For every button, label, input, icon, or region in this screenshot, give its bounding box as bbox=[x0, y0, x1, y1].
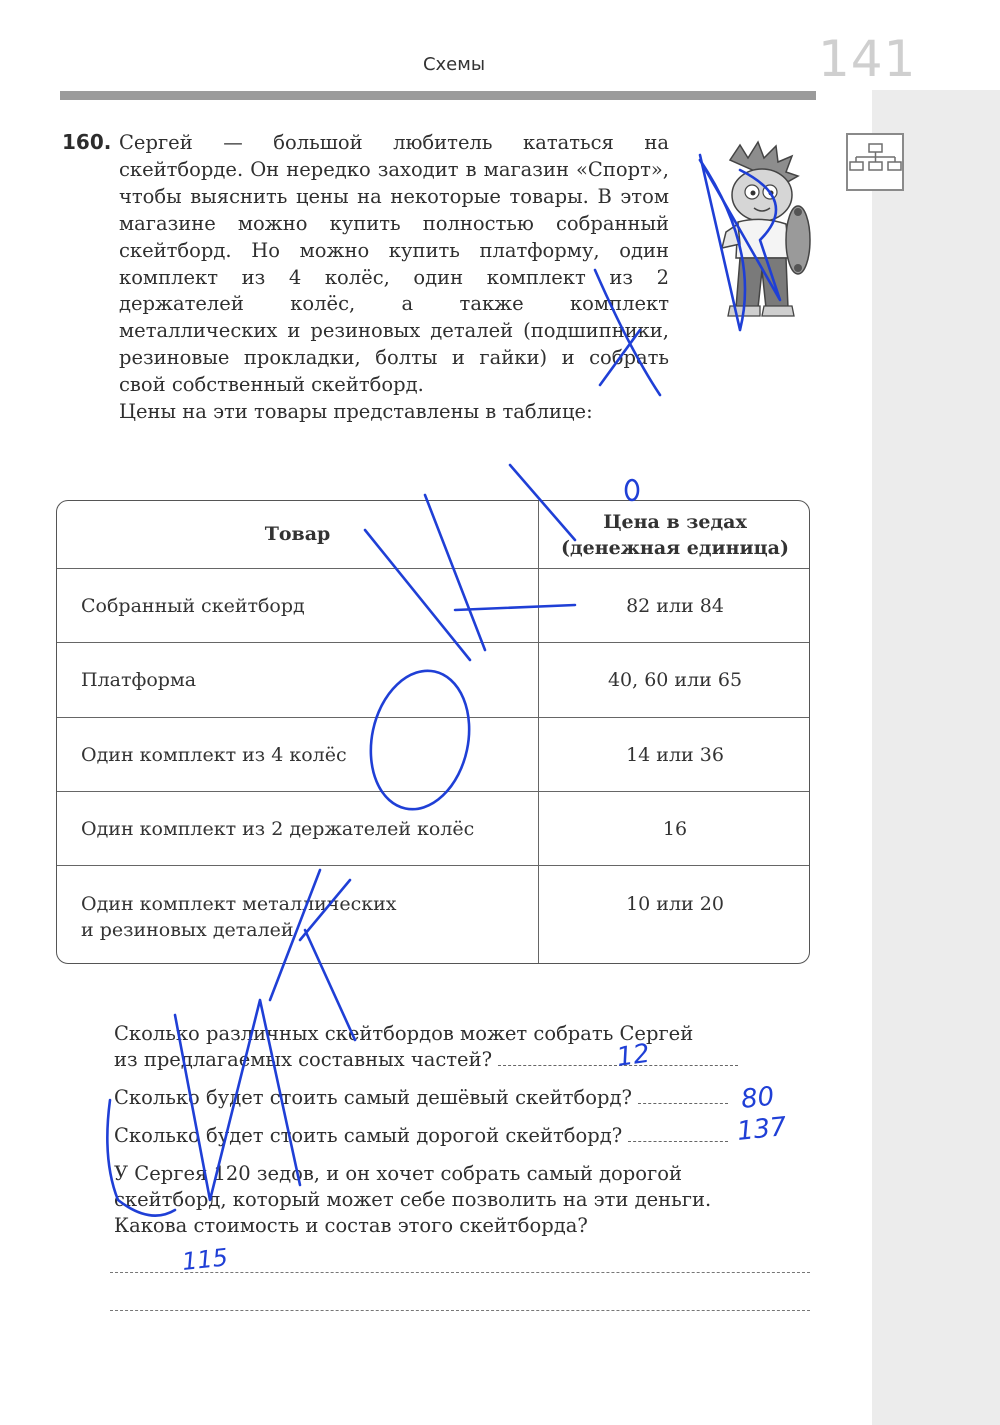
watermark-text: СИМОКИ bbox=[0, 0, 5, 1]
row-price: 14 или 36 bbox=[626, 744, 724, 766]
answer-field-1[interactable] bbox=[498, 1047, 738, 1066]
scheme-icon bbox=[846, 133, 904, 191]
skateboarder-illustration bbox=[700, 140, 820, 320]
row-item: Собранный скейтборд bbox=[81, 595, 305, 617]
row-price: 10 или 20 bbox=[626, 893, 724, 915]
table-row bbox=[57, 791, 809, 866]
table-row bbox=[57, 865, 809, 964]
task-paragraph-1: Сергей — большой любитель кататься на скейтборде. Он нередко заходит в магазин «Спорт», чтобы выяснить цены на некоторые товары. В этом магазине можно купить полностью собранный скейтборд. Но можно купить платформу, один комплект из 4 колёс, один комплект из 2 держателей колёс, а также комплект металлических и резиновых деталей (подшипники, резиновые прокладки, болты и гайки) и собрать свой собственный скейтборд. bbox=[119, 131, 669, 397]
handwritten-answer-4: 115 bbox=[180, 1243, 230, 1276]
row-price: 40, 60 или 65 bbox=[607, 669, 743, 691]
question-4-line2: скейтборд, который может себе позволить на эти деньги. bbox=[114, 1188, 712, 1211]
answer-field-2[interactable] bbox=[638, 1085, 728, 1104]
task-paragraph-2: Цены на эти товары представлены в таблице: bbox=[119, 400, 593, 424]
question-4-line1: У Сергея 120 зедов, и он хочет собрать самый дорогой bbox=[114, 1162, 682, 1185]
table-row bbox=[57, 642, 809, 718]
handwritten-answer-2: 80 bbox=[739, 1081, 776, 1115]
header-item: Товар bbox=[264, 523, 331, 545]
question-2-text: Сколько будет стоить самый дешёвый скейтборд? bbox=[114, 1086, 632, 1109]
handwritten-answer-1: 12 bbox=[614, 1038, 652, 1073]
task-text bbox=[119, 130, 669, 426]
question-1-line1: Сколько различных скейтбордов может собрать Сергей bbox=[114, 1022, 694, 1045]
question-4-line3: Какова стоимость и состав этого скейтборда? bbox=[114, 1214, 588, 1237]
table-row bbox=[57, 717, 809, 792]
row-item-line1: Один комплект металлических bbox=[81, 893, 397, 915]
table-row bbox=[57, 568, 809, 643]
answer-field-3[interactable] bbox=[628, 1123, 728, 1142]
price-table bbox=[56, 500, 810, 964]
row-item: Один комплект из 2 держателей колёс bbox=[81, 818, 475, 840]
header-price-line1: Цена в зедах bbox=[603, 511, 747, 533]
handwritten-answer-3: 137 bbox=[735, 1111, 789, 1147]
answer-line-1[interactable] bbox=[110, 1272, 810, 1273]
answer-line-2[interactable] bbox=[110, 1310, 810, 1311]
scribble-dot bbox=[626, 480, 638, 500]
row-item-line2: и резиновых деталей bbox=[81, 919, 294, 941]
question-2 bbox=[114, 1085, 809, 1112]
side-strip bbox=[872, 90, 1000, 1425]
question-3-text: Сколько будет стоить самый дорогой скейтборд? bbox=[114, 1124, 623, 1147]
header-price-line2: (денежная единица) bbox=[561, 537, 789, 559]
section-title: Схемы bbox=[422, 54, 486, 75]
header-bar bbox=[60, 91, 816, 100]
question-1-text: из предлагаемых составных частей? bbox=[114, 1048, 493, 1071]
row-price: 82 или 84 bbox=[626, 595, 724, 617]
table-header-row bbox=[57, 501, 809, 568]
question-3 bbox=[114, 1123, 809, 1150]
page-number: 141 bbox=[818, 30, 917, 88]
row-price: 16 bbox=[662, 818, 688, 840]
row-item: Один комплект из 4 колёс bbox=[81, 744, 347, 766]
task-number: 160. bbox=[62, 130, 112, 154]
question-1-line2 bbox=[114, 1047, 809, 1074]
row-item: Платформа bbox=[81, 669, 197, 691]
